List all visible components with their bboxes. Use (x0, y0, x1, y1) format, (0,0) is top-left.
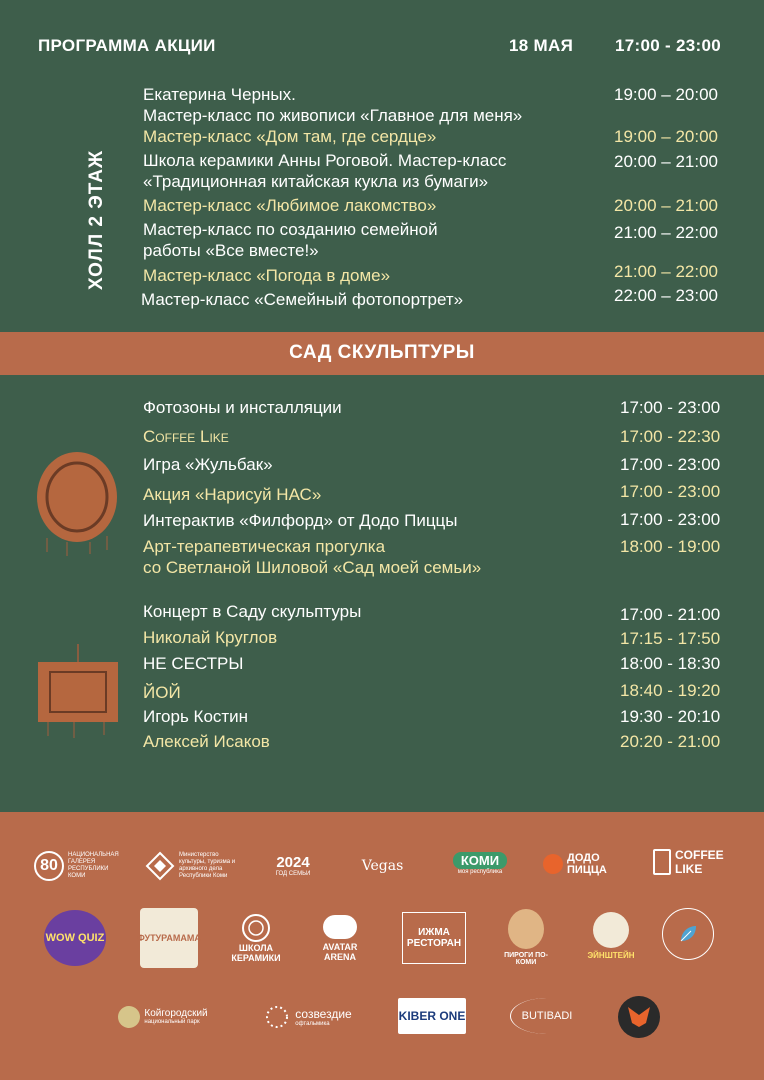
logo-pirogi: ПИРОГИ ПО-КОМИ (494, 906, 558, 968)
logo-wow-quiz: WOW QUIZ (44, 910, 106, 966)
logo-butibadi: BUTIBADI (510, 998, 583, 1034)
hall-item-6-time: 21:00 – 22:00 (614, 262, 718, 281)
logo-futuramama: ФУТУРАМАМА (140, 908, 198, 968)
garden-item-2-time: 17:00 - 22:30 (620, 427, 721, 446)
constellation-icon (264, 1004, 290, 1030)
hall-item-2: Мастер-класс «Дом там, где сердце» (143, 127, 437, 146)
garden-item-2: Coffee Like (143, 427, 229, 446)
logo-national-gallery: 80 НАЦИОНАЛЬНАЯ ГАЛЕРЕЯ РЕСПУБЛИКИ КОМИ (34, 848, 114, 884)
logo-sozvezdie: созвездие офтальмика (256, 1002, 360, 1032)
logo-round-emblem (662, 908, 714, 960)
logo-komi: КОМИ моя республика (440, 846, 520, 882)
garden-item-3: Игра «Жульбак» (143, 455, 273, 474)
concert-item-2-time: 18:00 - 18:30 (620, 654, 721, 673)
hall-item-5-time: 21:00 – 22:00 (614, 223, 718, 242)
logo-izhma: ИЖМА РЕСТОРАН (402, 912, 466, 964)
hall-item-6: Мастер-класс «Погода в доме» (143, 266, 391, 285)
garden-item-6-line1: Арт-терапевтическая прогулка (143, 537, 386, 556)
logo-koygorodsky: Койгородский национальный парк (108, 1002, 218, 1032)
program-title: ПРОГРАММА АКЦИИ (38, 36, 216, 55)
hall-item-1-time: 19:00 – 20:00 (614, 85, 718, 104)
hall-item-4-time: 20:00 – 21:00 (614, 196, 718, 215)
leaf-icon (677, 923, 699, 945)
garden-item-5-time: 17:00 - 23:00 (620, 510, 721, 529)
logo-coffee-like: COFFEE LIKE (652, 846, 736, 878)
concert-item-5: Алексей Исаков (143, 732, 270, 751)
concert-item-1: Николай Круглов (143, 628, 278, 647)
concert-item-3: ЙОЙ (143, 683, 181, 702)
concert-item-5-time: 20:20 - 21:00 (620, 732, 721, 751)
concert-item-4-time: 19:30 - 20:10 (620, 707, 721, 726)
hall-item-7-time: 22:00 – 23:00 (614, 286, 718, 305)
logo-avatar-arena: AVATAR ARENA (313, 910, 367, 966)
hall-item-7: Мастер-класс «Семейный фотопортрет» (141, 290, 464, 309)
concert-item-1-time: 17:15 - 17:50 (620, 629, 721, 648)
garden-item-5: Интерактив «Филфорд» от Додо Пиццы (143, 511, 458, 530)
garden-item-1-time: 17:00 - 23:00 (620, 398, 721, 417)
hall-item-5-line2: работы «Все вместе!» (143, 241, 319, 260)
logo-fox (618, 996, 660, 1038)
logo-kiber-one: KIBER ONE (398, 998, 466, 1034)
logo-vegas: Vegas (361, 858, 404, 874)
logo-einstein: ЭЙНШТЕЙН (584, 908, 638, 964)
garden-title: САД СКУЛЬПТУРЫ (289, 342, 475, 363)
hall-item-3-time: 20:00 – 21:00 (614, 152, 718, 171)
garden-item-6-time: 18:00 - 19:00 (620, 537, 721, 556)
round-frame-icon (32, 448, 122, 558)
hall-label: ХОЛЛ 2 ЭТАЖ (86, 149, 107, 290)
fox-icon (626, 1005, 652, 1029)
garden-item-4-time: 17:00 - 23:00 (620, 482, 721, 501)
hall-item-5-line1: Мастер-класс по созданию семейной (143, 220, 438, 239)
ornament-icon (145, 851, 175, 881)
logo-year-of-family: 2024 ГОД СЕМЬИ (275, 854, 311, 877)
hall-item-2-time: 19:00 – 20:00 (614, 127, 718, 146)
logo-ministry-culture: Министерство культуры, туризма и архивного дела Республики Коми (145, 848, 240, 884)
hall-item-3-line2: «Традиционная китайская кукла из бумаги» (143, 172, 489, 191)
concert-item-4: Игорь Костин (143, 707, 249, 726)
garden-item-4: Акция «Нарисуй НАС» (143, 485, 322, 504)
logo-dodo-pizza: ДОДО ПИЦЦА (540, 848, 620, 880)
hall-item-1-line1: Екатерина Черных. (143, 85, 296, 104)
hall-item-3-line1: Школа керамики Анны Роговой. Мастер-класс (143, 151, 507, 170)
concert-title: Концерт в Саду скульптуры (143, 602, 362, 621)
garden-item-3-time: 17:00 - 23:00 (620, 455, 721, 474)
concert-item-3-time: 18:40 - 19:20 (620, 681, 721, 700)
garden-item-6-line2: со Светланой Шиловой «Сад моей семьи» (143, 558, 482, 577)
concert-title-time: 17:00 - 21:00 (620, 605, 721, 624)
ceramics-icon (241, 913, 271, 943)
hall-item-1-line2: Мастер-класс по живописи «Главное для меня» (143, 106, 523, 125)
hall-item-4: Мастер-класс «Любимое лакомство» (143, 196, 437, 215)
concert-item-2: НЕ СЕСТРЫ (143, 654, 244, 673)
square-frame-icon (34, 640, 122, 740)
program-time: 17:00 - 23:00 (615, 36, 721, 55)
logo-ceramics-school: ШКОЛА КЕРАМИКИ (226, 910, 286, 966)
garden-item-1: Фотозоны и инсталляции (143, 398, 342, 417)
program-date: 18 МАЯ (509, 36, 574, 55)
